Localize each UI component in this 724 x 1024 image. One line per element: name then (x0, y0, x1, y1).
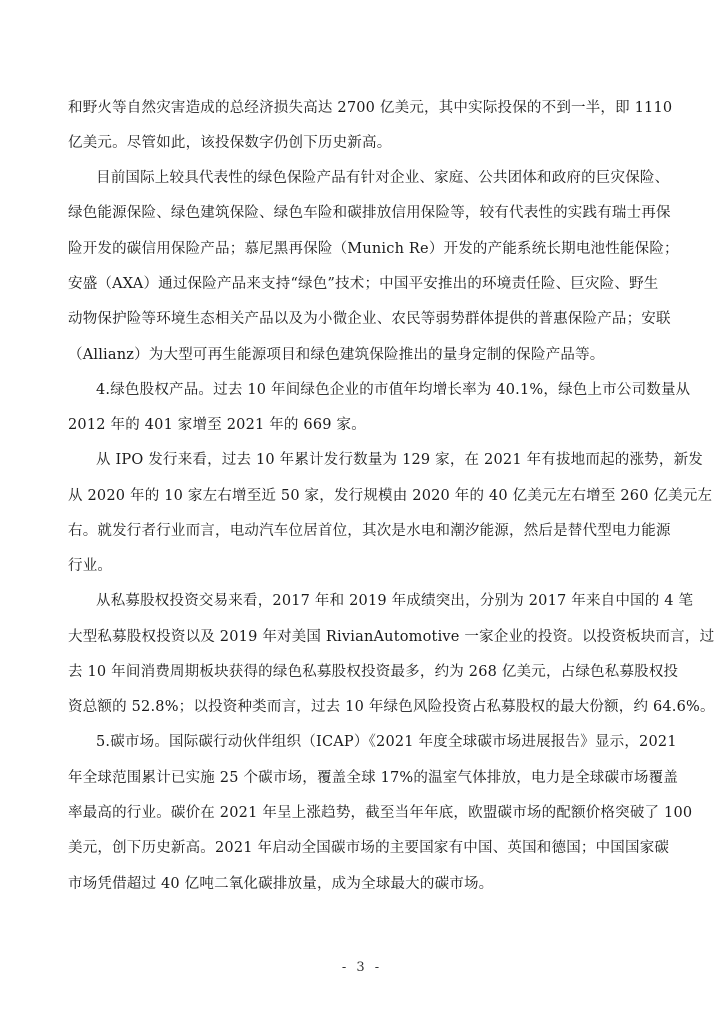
text-line: 从 IPO 发行来看，过去 10 年累计发行数量为 129 家，在 2021 年有拔地而起的涨势，新发 (96, 452, 703, 468)
text-line: 目前国际上较具代表性的绿色保险产品有针对企业、家庭、公共团体和政府的巨灾保险、 (96, 170, 670, 186)
text-line: 绿色能源保险、绿色建筑保险、绿色车险和碳排放信用保险等，较有代表性的实践有瑞士再保 (68, 205, 671, 221)
text-line: 4.绿色股权产品。过去 10 年间绿色企业的市值年均增长率为 40.1%，绿色上市公司数量从 (96, 382, 691, 398)
text-line: 和野火等自然灾害造成的总经济损失高达 2700 亿美元，其中实际投保的不到一半，即 1110 (68, 100, 673, 116)
text-line: 从 2020 年的 10 家左右增至近 50 家，发行规模由 2020 年的 40 亿美元左右增至 260 亿美元左 (68, 488, 713, 504)
text-line: 资总额的 52.8%；以投资种类而言，过去 10 年绿色风险投资占私募股权的最大份额，约 64.6%。 (68, 699, 715, 715)
text-line: 安盛（AXA）通过保险产品来支持“绿色”技术；中国平安推出的环境责任险、巨灾险、野生 (68, 276, 659, 292)
text-line: 行业。 (68, 558, 113, 574)
text-line: 从私募股权投资交易来看，2017 年和 2019 年成绩突出，分别为 2017 年来自中国的 4 笔 (96, 593, 694, 609)
text-line: 大型私募股权投资以及 2019 年对美国 RivianAutomotive 一家企业的投资。以投资板块而言，过 (68, 629, 715, 645)
text-line: 亿美元。尽管如此，该投保数字仍创下历史新高。 (68, 135, 392, 151)
text-line: （Allianz）为大型可再生能源项目和绿色建筑保险推出的量身定制的保险产品等。 (68, 347, 605, 363)
text-line: 2012 年的 401 家增至 2021 年的 669 家。 (68, 417, 366, 433)
text-line: 去 10 年间消费周期板块获得的绿色私募股权投资最多，约为 268 亿美元，占绿色私募股权投 (68, 664, 679, 680)
text-line: 年全球范围累计已实施 25 个碳市场，覆盖全球 17%的温室气体排放，电力是全球碳市场覆盖 (68, 770, 679, 786)
text-line: 险开发的碳信用保险产品；慕尼黑再保险（Munich Re）开发的产能系统长期电池性能保险； (68, 241, 679, 257)
page-number: - 3 - (341, 960, 383, 975)
text-line: 市场凭借超过 40 亿吨二氧化碳排放量，成为全球最大的碳市场。 (68, 876, 494, 892)
text-line: 动物保护险等环境生态相关产品以及为小微企业、农民等弱势群体提供的普惠保险产品；安联 (68, 311, 671, 327)
text-line: 率最高的行业。碳价在 2021 年呈上涨趋势，截至当年年底，欧盟碳市场的配额价格突破了 100 (68, 805, 693, 821)
text-line: 美元，创下历史新高。2021 年启动全国碳市场的主要国家有中国、英国和德国；中国国家碳 (68, 840, 670, 856)
text-line: 右。就发行者行业而言，电动汽车位居首位，其次是水电和潮汐能源，然后是替代型电力能源 (68, 523, 671, 539)
text-line: 5.碳市场。国际碳行动伙伴组织（ICAP）《2021 年度全球碳市场进展报告》显示，2021 (96, 734, 677, 750)
